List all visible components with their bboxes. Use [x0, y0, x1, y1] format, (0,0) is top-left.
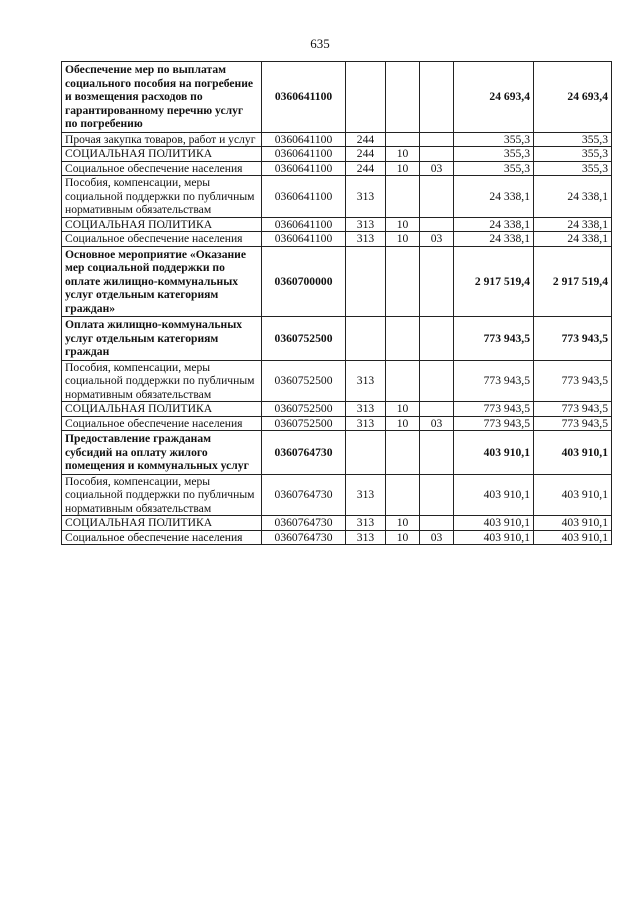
row-name: СОЦИАЛЬНАЯ ПОЛИТИКА: [62, 516, 262, 531]
section: 10: [386, 516, 420, 531]
table-row: [62, 317, 612, 361]
target-code: 0360641100: [262, 132, 346, 147]
section: 10: [386, 217, 420, 232]
subsection: [420, 402, 454, 417]
target-code: 0360641100: [262, 217, 346, 232]
expense-type: 313: [346, 474, 386, 516]
row-name: Пособия, компенсации, меры социальной поддержки по публичным нормативным обязательствам: [62, 176, 262, 218]
amount-year-1: 403 910,1: [454, 431, 534, 475]
amount-year-1: 403 910,1: [454, 516, 534, 531]
expense-type: 313: [346, 360, 386, 402]
section: [386, 176, 420, 218]
target-code: 0360641100: [262, 176, 346, 218]
target-code: 0360641100: [262, 232, 346, 247]
amount-year-1: 773 943,5: [454, 360, 534, 402]
expense-type: 244: [346, 132, 386, 147]
target-code: 0360641100: [262, 147, 346, 162]
row-name: СОЦИАЛЬНАЯ ПОЛИТИКА: [62, 217, 262, 232]
subsection: [420, 246, 454, 317]
table-row: [62, 147, 612, 162]
table-row: [62, 474, 612, 516]
row-name: Прочая закупка товаров, работ и услуг: [62, 132, 262, 147]
row-name: Оплата жилищно-коммунальных услуг отдельным категориям граждан: [62, 317, 262, 361]
target-code: 0360764730: [262, 516, 346, 531]
expense-type: [346, 62, 386, 133]
amount-year-1: 773 943,5: [454, 416, 534, 431]
section: 10: [386, 161, 420, 176]
subsection: [420, 360, 454, 402]
amount-year-2: 355,3: [534, 161, 612, 176]
amount-year-2: 24 338,1: [534, 232, 612, 247]
page-number: 635: [310, 36, 330, 51]
table-row: [62, 161, 612, 176]
budget-table: [61, 61, 612, 545]
section: [386, 132, 420, 147]
target-code: 0360641100: [262, 161, 346, 176]
target-code: 0360752500: [262, 416, 346, 431]
amount-year-1: 403 910,1: [454, 530, 534, 545]
table-row: [62, 530, 612, 545]
amount-year-2: 355,3: [534, 147, 612, 162]
table-row: [62, 176, 612, 218]
expense-type: 244: [346, 161, 386, 176]
amount-year-2: 773 943,5: [534, 402, 612, 417]
amount-year-1: 24 693,4: [454, 62, 534, 133]
row-name: Основное мероприятие «Оказание мер социальной поддержки по оплате жилищно-коммунальных услуг отдельным категориям граждан»: [62, 246, 262, 317]
table-row: [62, 62, 612, 133]
expense-type: 313: [346, 402, 386, 417]
subsection: [420, 217, 454, 232]
expense-type: 313: [346, 516, 386, 531]
subsection: [420, 317, 454, 361]
budget-table-body: [62, 62, 612, 545]
section: 10: [386, 232, 420, 247]
table-row: [62, 402, 612, 417]
table-row: [62, 246, 612, 317]
amount-year-2: 403 910,1: [534, 530, 612, 545]
amount-year-1: 24 338,1: [454, 232, 534, 247]
amount-year-2: 403 910,1: [534, 431, 612, 475]
section: [386, 62, 420, 133]
table-row: [62, 132, 612, 147]
row-name: Предоставление гражданам субсидий на оплату жилого помещения и коммунальных услуг: [62, 431, 262, 475]
subsection: 03: [420, 232, 454, 247]
subsection: 03: [420, 530, 454, 545]
amount-year-1: 773 943,5: [454, 402, 534, 417]
subsection: [420, 147, 454, 162]
amount-year-2: 2 917 519,4: [534, 246, 612, 317]
amount-year-2: 24 338,1: [534, 217, 612, 232]
section: [386, 360, 420, 402]
expense-type: 313: [346, 530, 386, 545]
amount-year-1: 773 943,5: [454, 317, 534, 361]
target-code: 0360752500: [262, 360, 346, 402]
section: 10: [386, 416, 420, 431]
section: 10: [386, 147, 420, 162]
amount-year-2: 24 693,4: [534, 62, 612, 133]
target-code: 0360764730: [262, 530, 346, 545]
expense-type: 244: [346, 147, 386, 162]
amount-year-2: 403 910,1: [534, 474, 612, 516]
amount-year-2: 773 943,5: [534, 416, 612, 431]
amount-year-2: 403 910,1: [534, 516, 612, 531]
target-code: 0360752500: [262, 402, 346, 417]
row-name: СОЦИАЛЬНАЯ ПОЛИТИКА: [62, 402, 262, 417]
row-name: Обеспечение мер по выплатам социального пособия на погребение и возмещения расходов по гарантированному перечню услуг по погребению: [62, 62, 262, 133]
target-code: 0360764730: [262, 431, 346, 475]
expense-type: 313: [346, 416, 386, 431]
subsection: [420, 132, 454, 147]
target-code: 0360700000: [262, 246, 346, 317]
table-row: [62, 232, 612, 247]
subsection: [420, 516, 454, 531]
row-name: СОЦИАЛЬНАЯ ПОЛИТИКА: [62, 147, 262, 162]
subsection: [420, 431, 454, 475]
table-row: [62, 516, 612, 531]
amount-year-2: 773 943,5: [534, 360, 612, 402]
table-row: [62, 431, 612, 475]
amount-year-1: 355,3: [454, 147, 534, 162]
amount-year-2: 355,3: [534, 132, 612, 147]
expense-type: 313: [346, 217, 386, 232]
row-name: Социальное обеспечение населения: [62, 161, 262, 176]
subsection: [420, 474, 454, 516]
amount-year-2: 773 943,5: [534, 317, 612, 361]
section: 10: [386, 530, 420, 545]
table-row: [62, 416, 612, 431]
subsection: [420, 62, 454, 133]
amount-year-1: 403 910,1: [454, 474, 534, 516]
section: [386, 317, 420, 361]
row-name: Социальное обеспечение населения: [62, 232, 262, 247]
amount-year-1: 2 917 519,4: [454, 246, 534, 317]
expense-type: [346, 431, 386, 475]
section: [386, 474, 420, 516]
table-row: [62, 360, 612, 402]
target-code: 0360764730: [262, 474, 346, 516]
section: [386, 246, 420, 317]
expense-type: [346, 246, 386, 317]
subsection: 03: [420, 416, 454, 431]
target-code: 0360641100: [262, 62, 346, 133]
subsection: [420, 176, 454, 218]
amount-year-1: 355,3: [454, 161, 534, 176]
expense-type: 313: [346, 176, 386, 218]
section: [386, 431, 420, 475]
row-name: Социальное обеспечение населения: [62, 530, 262, 545]
table-row: [62, 217, 612, 232]
amount-year-1: 24 338,1: [454, 176, 534, 218]
expense-type: [346, 317, 386, 361]
row-name: Социальное обеспечение населения: [62, 416, 262, 431]
row-name: Пособия, компенсации, меры социальной поддержки по публичным нормативным обязательствам: [62, 360, 262, 402]
amount-year-1: 355,3: [454, 132, 534, 147]
subsection: 03: [420, 161, 454, 176]
amount-year-1: 24 338,1: [454, 217, 534, 232]
section: 10: [386, 402, 420, 417]
target-code: 0360752500: [262, 317, 346, 361]
expense-type: 313: [346, 232, 386, 247]
amount-year-2: 24 338,1: [534, 176, 612, 218]
row-name: Пособия, компенсации, меры социальной поддержки по публичным нормативным обязательствам: [62, 474, 262, 516]
